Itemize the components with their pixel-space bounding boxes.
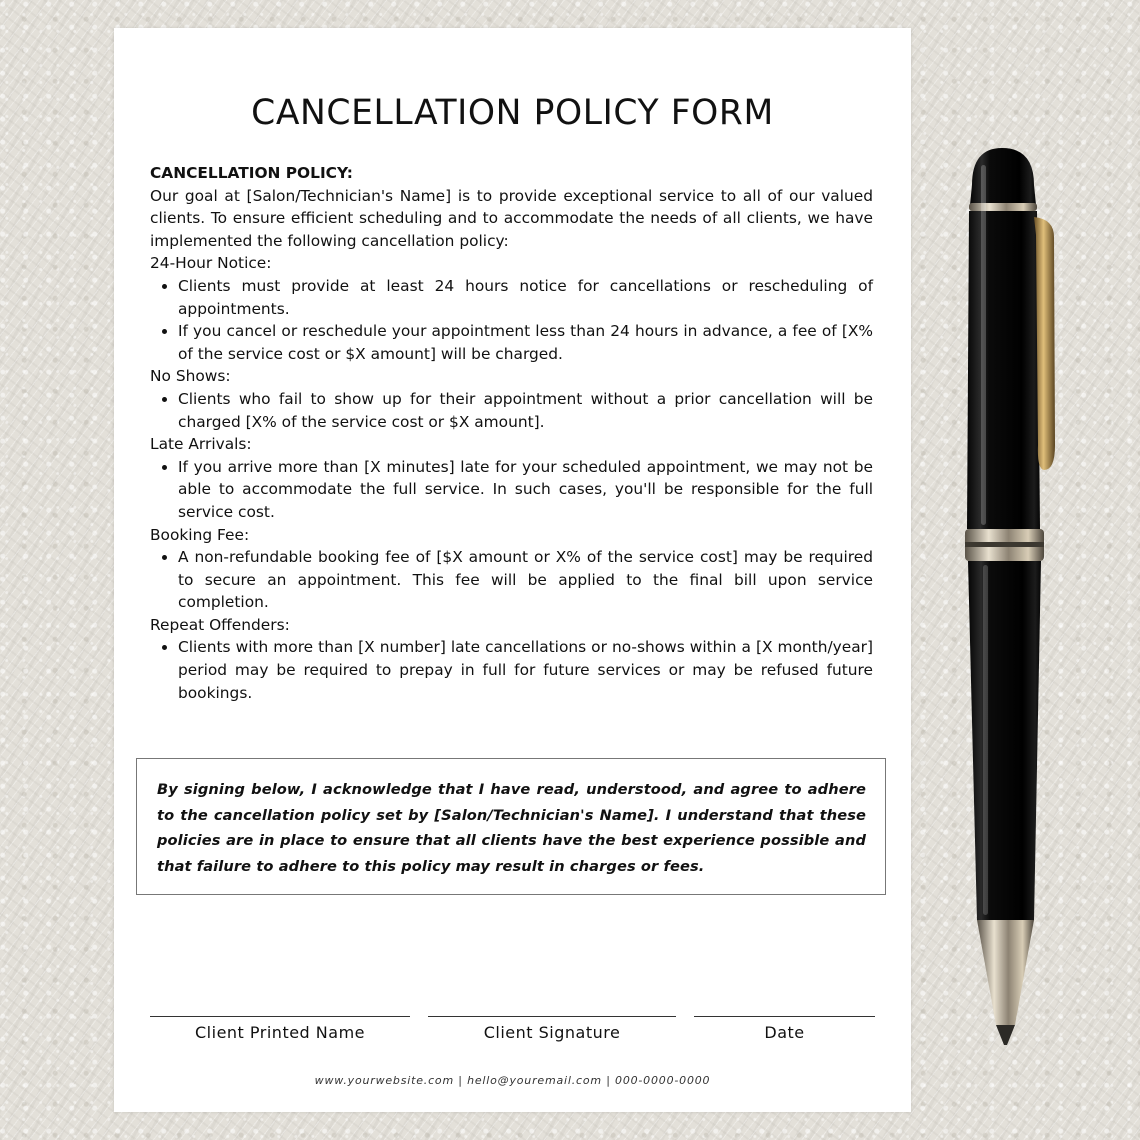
list-item: • Clients who fail to show up for their appointment without a prior cancellation will be charged [X% of the service cost or $X amount]. — [178, 388, 873, 433]
form-page — [114, 28, 911, 1112]
section-no-shows — [150, 365, 873, 433]
page-title: CANCELLATION POLICY FORM — [251, 93, 774, 133]
bullet-list — [150, 456, 873, 524]
section-heading: Repeat Offenders: — [150, 615, 290, 634]
client-signature-field[interactable] — [428, 1016, 676, 1042]
signature-label: Client Printed Name — [195, 1023, 365, 1042]
section-heading: 24-Hour Notice: — [150, 254, 272, 273]
list-item: • If you cancel or reschedule your appointment less than 24 hours in advance, a fee of [X% of the service cost or $X amount] will be charged. — [178, 320, 873, 365]
list-item: • Clients with more than [X number] late cancellations or no-shows within a [X month/year] period may be required to prepay in full for future services or may be refused future bookings. — [178, 636, 873, 704]
bullet-list — [150, 388, 873, 433]
section-heading: Late Arrivals: — [150, 435, 252, 454]
section-24-hour-notice — [150, 252, 873, 365]
section-late-arrivals — [150, 433, 873, 523]
client-printed-name-field[interactable] — [150, 1016, 410, 1042]
acknowledgement-box — [136, 758, 886, 895]
footer-contact: www.yourwebsite.com | hello@youremail.com | 000-0000-0000 — [314, 1074, 711, 1087]
section-heading: No Shows: — [150, 367, 231, 386]
bullet-list — [150, 546, 873, 614]
policy-intro: Our goal at [Salon/Technician's Name] is to provide exceptional service to all of our valued clients. To ensure efficient scheduling and to accommodate the needs of all clients, we have implemented the following cancellation policy: — [150, 186, 873, 250]
signature-label: Date — [764, 1023, 805, 1042]
list-item: • If you arrive more than [X minutes] late for your scheduled appointment, we may not be able to accommodate the full service. In such cases, you'll be responsible for the full service cost. — [178, 456, 873, 524]
date-field[interactable] — [694, 1016, 875, 1042]
section-repeat-offenders — [150, 614, 873, 704]
section-heading: Booking Fee: — [150, 525, 250, 544]
acknowledgement-text: By signing below, I acknowledge that I have read, understood, and agree to adhere to the cancellation policy set by [Salon/Technician's Name]. I understand that these policies are in place to ensure that all clients have the best experience possible and that failure to adhere to this policy may result in charges or fees. — [157, 781, 866, 876]
policy-heading: CANCELLATION POLICY: — [150, 164, 353, 182]
policy-body — [150, 162, 873, 704]
list-item: • A non-refundable booking fee of [$X amount or X% of the service cost] may be required to secure an appointment. This fee will be applied to the final bill upon service completion. — [178, 546, 873, 614]
section-booking-fee — [150, 524, 873, 614]
pen-icon — [950, 145, 1070, 1055]
bullet-list — [150, 275, 873, 365]
bullet-list — [150, 636, 873, 704]
list-item: • Clients must provide at least 24 hours notice for cancellations or rescheduling of appointments. — [178, 275, 873, 320]
signature-label: Client Signature — [483, 1023, 621, 1042]
